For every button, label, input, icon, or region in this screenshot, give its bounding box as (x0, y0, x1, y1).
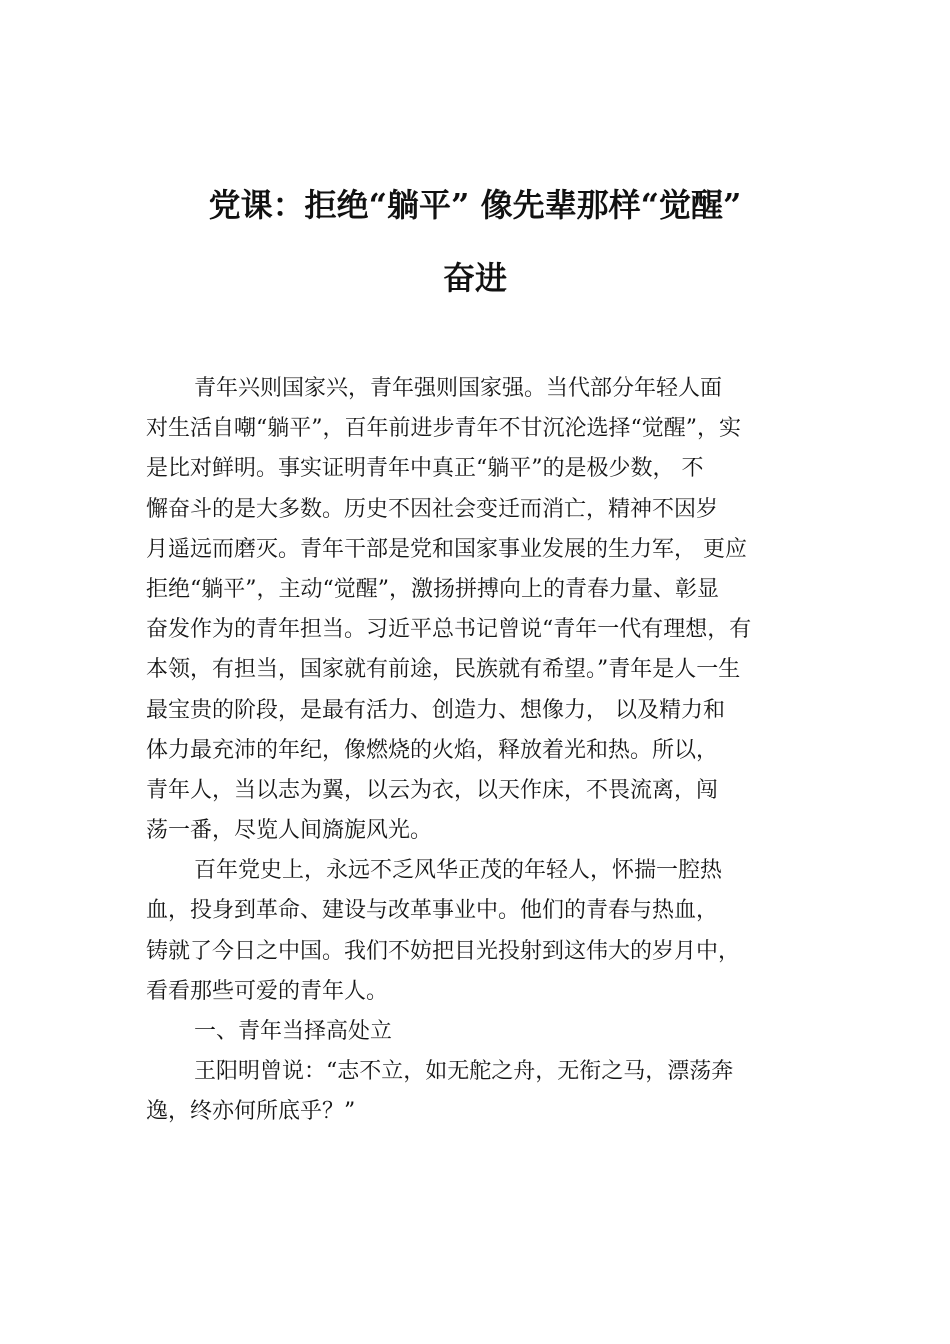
paragraph-3-line-1: 王阳明曾说：“志不立，如无舵之舟，无衔之马，漂荡奔 (194, 1059, 734, 1085)
paragraph-2-line-3: 铸就了今日之中国。我们不妨把目光投射到这伟大的岁月中， (146, 938, 741, 964)
paragraph-1-line-8: 本领，有担当，国家就有前途，民族就有希望。”青年是人一生 (146, 657, 741, 683)
paragraph-1-line-7: 奋发作为的青年担当。习近平总书记曾说“青年一代有理想，有 (146, 617, 752, 643)
paragraph-2-line-1: 百年党史上，永远不乏风华正茂的年轻人，怀揣一腔热 (194, 858, 723, 884)
paragraph-1-line-11: 青年人，当以志为翼，以云为衣，以天作床，不畏流离，闯 (146, 777, 719, 803)
document-body (146, 369, 826, 1133)
document-title-line-2: 奋进 (442, 259, 507, 297)
paragraph-3-line-2: 逸，终亦何所底乎？” (146, 1099, 356, 1125)
paragraph-1-line-6: 拒绝“躺平”，主动“觉醒”，激扬拼搏向上的青春力量、彰显 (146, 576, 719, 602)
paragraph-2-line-2: 血，投身到革命、建设与改革事业中。他们的青春与热血， (146, 898, 719, 924)
paragraph-1-line-5: 月遥远而磨灭。青年干部是党和国家事业发展的生力军， 更应 (146, 536, 747, 562)
paragraph-1-line-3: 是比对鲜明。事实证明青年中真正“躺平”的是极少数， 不 (146, 456, 704, 482)
paragraph-1-line-10: 体力最充沛的年纪，像燃烧的火焰，释放着光和热。所以， (146, 737, 719, 763)
paragraph-1-line-1: 青年兴则国家兴，青年强则国家强。当代部分年轻人面 (194, 376, 723, 401)
document-title-line-1: 党课：拒绝“躺平” 像先辈那样“觉醒” (208, 186, 742, 224)
paragraph-1-line-9: 最宝贵的阶段，是最有活力、创造力、想像力， 以及精力和 (146, 697, 725, 723)
paragraph-1-line-2: 对生活自嘲“躺平”，百年前进步青年不甘沉沦选择“觉醒”，实 (146, 416, 741, 442)
paragraph-1-line-4: 懈奋斗的是大多数。历史不因社会变迁而消亡，精神不因岁 (146, 496, 719, 522)
paragraph-2-line-4: 看看那些可爱的青年人。 (146, 978, 389, 1004)
paragraph-1-line-12: 荡一番，尽览人间旖旎风光。 (146, 818, 433, 844)
section-heading: 一、青年当择高处立 (194, 1019, 393, 1044)
